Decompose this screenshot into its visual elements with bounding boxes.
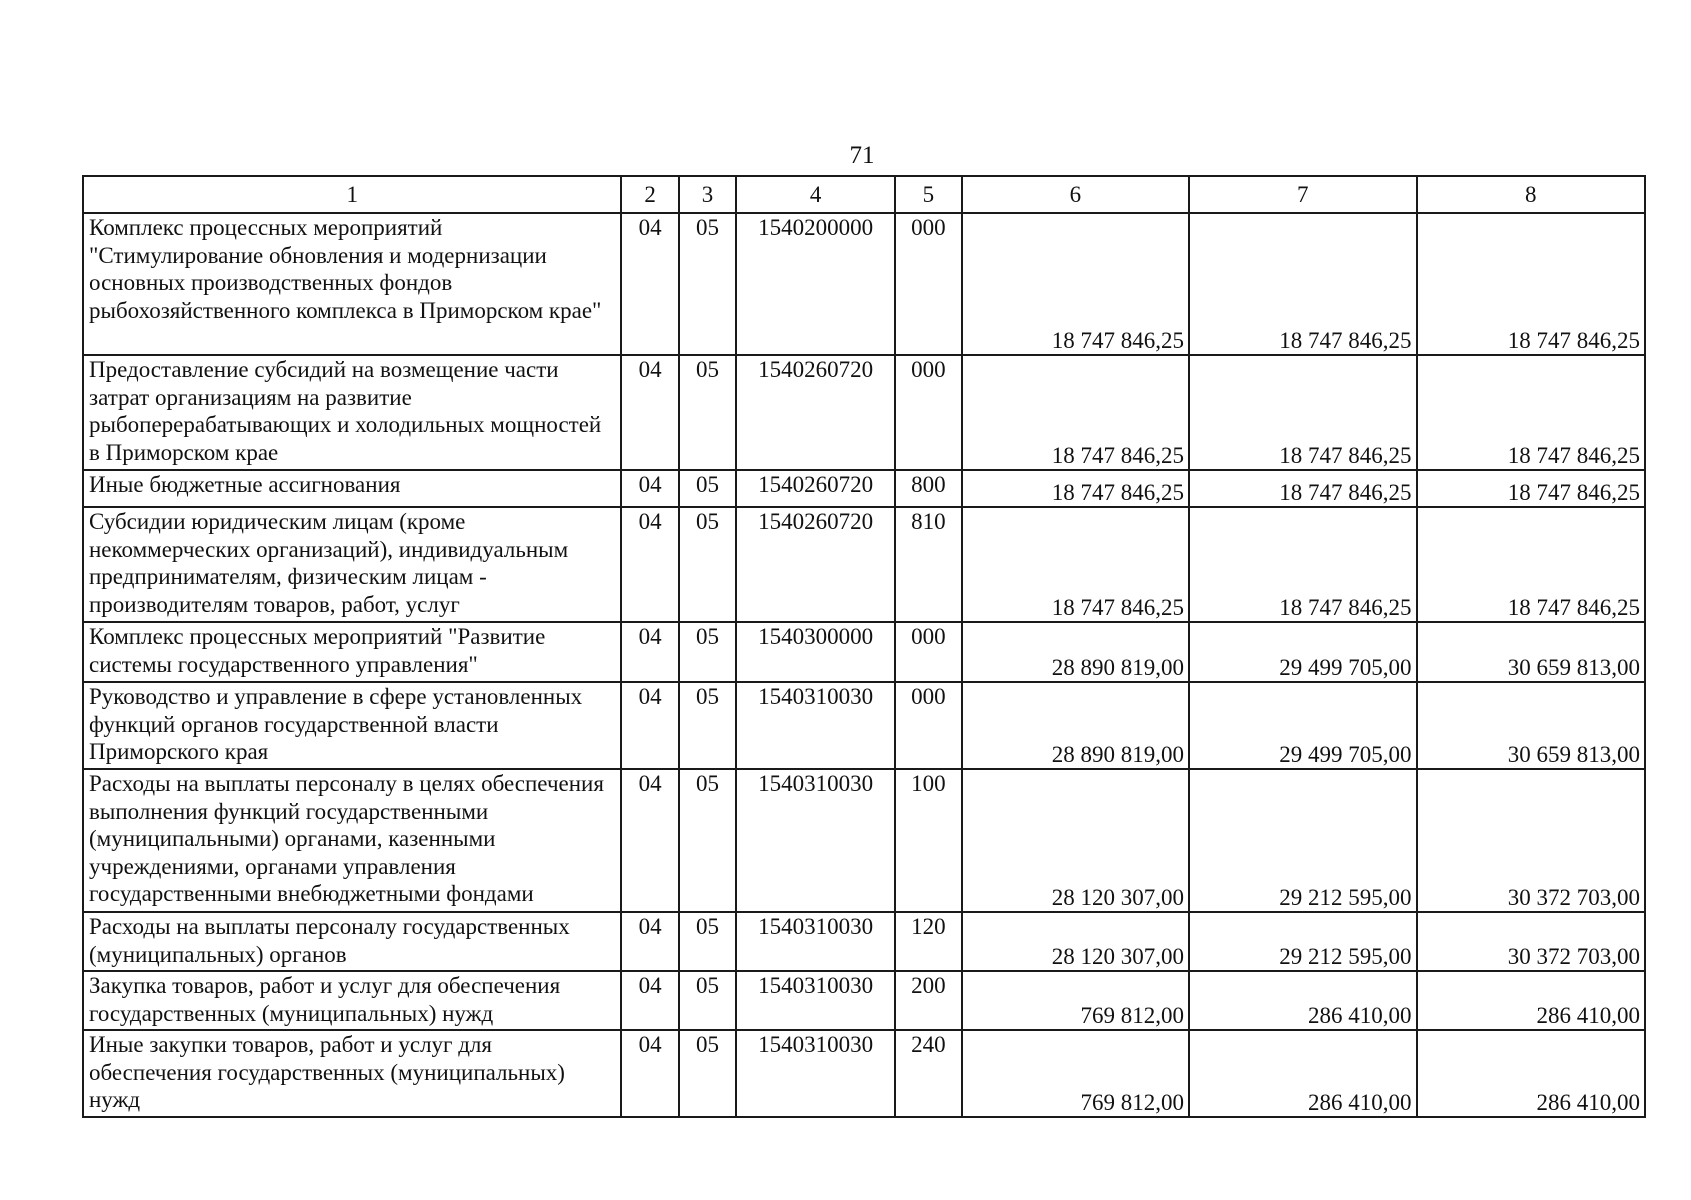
row-code-expense-type: 120 <box>895 912 961 971</box>
table-row <box>83 971 1645 1030</box>
row-amount-col7: 29 499 705,00 <box>1189 622 1416 682</box>
table-row <box>83 507 1645 622</box>
row-amount-col8: 286 410,00 <box>1417 1030 1646 1117</box>
row-code-section: 04 <box>621 1030 678 1117</box>
header-cell: 5 <box>895 176 961 213</box>
row-code-section: 04 <box>621 769 678 912</box>
row-amount-col8: 18 747 846,25 <box>1417 470 1646 507</box>
row-code-target: 1540200000 <box>736 213 895 355</box>
row-amount-col8: 30 659 813,00 <box>1417 622 1646 682</box>
row-name: Иные закупки товаров, работ и услуг для обеспечения государственных (муниципальных) нужд <box>83 1030 621 1117</box>
table-row <box>83 622 1645 682</box>
table-row <box>83 213 1645 355</box>
row-code-subsection: 05 <box>679 355 736 470</box>
row-code-target: 1540310030 <box>736 971 895 1030</box>
row-name: Руководство и управление в сфере установленных функций органов государственной власти Приморского края <box>83 682 621 769</box>
row-code-target: 1540310030 <box>736 682 895 769</box>
row-amount-col7: 286 410,00 <box>1189 971 1416 1030</box>
table-row <box>83 355 1645 470</box>
row-code-expense-type: 200 <box>895 971 961 1030</box>
page-number: 71 <box>849 142 875 169</box>
row-amount-col8: 30 372 703,00 <box>1417 912 1646 971</box>
row-name: Комплекс процессных мероприятий "Развитие системы государственного управления" <box>83 622 621 682</box>
budget-table <box>82 175 1646 1118</box>
row-code-subsection: 05 <box>679 213 736 355</box>
row-code-subsection: 05 <box>679 1030 736 1117</box>
row-name: Расходы на выплаты персоналу государственных (муниципальных) органов <box>83 912 621 971</box>
row-code-expense-type: 100 <box>895 769 961 912</box>
row-amount-col7: 29 212 595,00 <box>1189 769 1416 912</box>
row-amount-col6: 28 120 307,00 <box>962 912 1189 971</box>
row-amount-col6: 18 747 846,25 <box>962 470 1189 507</box>
row-name: Закупка товаров, работ и услуг для обеспечения государственных (муниципальных) нужд <box>83 971 621 1030</box>
row-amount-col6: 28 890 819,00 <box>962 622 1189 682</box>
table-row <box>83 470 1645 507</box>
row-code-section: 04 <box>621 507 678 622</box>
row-code-expense-type: 000 <box>895 213 961 355</box>
row-code-target: 1540310030 <box>736 912 895 971</box>
table-row <box>83 769 1645 912</box>
row-code-target: 1540310030 <box>736 769 895 912</box>
header-cell: 3 <box>679 176 736 213</box>
row-code-expense-type: 000 <box>895 682 961 769</box>
row-code-section: 04 <box>621 470 678 507</box>
row-code-target: 1540260720 <box>736 355 895 470</box>
row-amount-col7: 29 212 595,00 <box>1189 912 1416 971</box>
row-amount-col7: 29 499 705,00 <box>1189 682 1416 769</box>
table-row <box>83 912 1645 971</box>
row-code-section: 04 <box>621 622 678 682</box>
row-name: Комплекс процессных мероприятий "Стимулирование обновления и модернизации основных производственных фондов рыбохозяйственного комплекса в Приморском крае" <box>83 213 621 355</box>
row-amount-col7: 18 747 846,25 <box>1189 507 1416 622</box>
row-name: Иные бюджетные ассигнования <box>83 470 621 507</box>
row-code-target: 1540310030 <box>736 1030 895 1117</box>
row-name: Субсидии юридическим лицам (кроме некоммерческих организаций), индивидуальным предпринимателям, физическим лицам - производителям товаров, работ, услуг <box>83 507 621 622</box>
row-name: Расходы на выплаты персоналу в целях обеспечения выполнения функций государственными (муниципальными) органами, казенными учреждениями, органами управления государственными внебюджетными фондами <box>83 769 621 912</box>
row-code-expense-type: 800 <box>895 470 961 507</box>
row-code-section: 04 <box>621 971 678 1030</box>
row-amount-col7: 18 747 846,25 <box>1189 470 1416 507</box>
header-cell: 8 <box>1417 176 1646 213</box>
table-header-row <box>83 176 1645 213</box>
row-amount-col6: 18 747 846,25 <box>962 355 1189 470</box>
row-amount-col6: 769 812,00 <box>962 971 1189 1030</box>
header-cell: 1 <box>83 176 621 213</box>
row-code-target: 1540260720 <box>736 507 895 622</box>
row-code-expense-type: 240 <box>895 1030 961 1117</box>
row-code-section: 04 <box>621 912 678 971</box>
row-code-target: 1540300000 <box>736 622 895 682</box>
row-code-subsection: 05 <box>679 682 736 769</box>
row-amount-col8: 286 410,00 <box>1417 971 1646 1030</box>
row-code-section: 04 <box>621 682 678 769</box>
row-code-subsection: 05 <box>679 769 736 912</box>
row-code-subsection: 05 <box>679 971 736 1030</box>
row-name: Предоставление субсидий на возмещение части затрат организациям на развитие рыбоперерабатывающих и холодильных мощностей в Приморском крае <box>83 355 621 470</box>
header-cell: 4 <box>736 176 895 213</box>
table-row <box>83 1030 1645 1117</box>
row-code-subsection: 05 <box>679 622 736 682</box>
header-cell: 6 <box>962 176 1189 213</box>
row-amount-col7: 18 747 846,25 <box>1189 213 1416 355</box>
row-code-target: 1540260720 <box>736 470 895 507</box>
row-code-subsection: 05 <box>679 507 736 622</box>
header-cell: 7 <box>1189 176 1416 213</box>
row-amount-col8: 18 747 846,25 <box>1417 213 1646 355</box>
header-cell: 2 <box>621 176 678 213</box>
row-amount-col7: 18 747 846,25 <box>1189 355 1416 470</box>
row-amount-col6: 28 120 307,00 <box>962 769 1189 912</box>
row-code-subsection: 05 <box>679 912 736 971</box>
table-row <box>83 682 1645 769</box>
row-amount-col6: 769 812,00 <box>962 1030 1189 1117</box>
row-amount-col8: 18 747 846,25 <box>1417 355 1646 470</box>
row-code-section: 04 <box>621 213 678 355</box>
row-amount-col7: 286 410,00 <box>1189 1030 1416 1117</box>
row-amount-col6: 28 890 819,00 <box>962 682 1189 769</box>
row-amount-col8: 30 372 703,00 <box>1417 769 1646 912</box>
row-code-expense-type: 810 <box>895 507 961 622</box>
row-amount-col8: 30 659 813,00 <box>1417 682 1646 769</box>
row-code-subsection: 05 <box>679 470 736 507</box>
row-amount-col8: 18 747 846,25 <box>1417 507 1646 622</box>
row-code-expense-type: 000 <box>895 622 961 682</box>
row-amount-col6: 18 747 846,25 <box>962 213 1189 355</box>
row-code-section: 04 <box>621 355 678 470</box>
row-amount-col6: 18 747 846,25 <box>962 507 1189 622</box>
row-code-expense-type: 000 <box>895 355 961 470</box>
